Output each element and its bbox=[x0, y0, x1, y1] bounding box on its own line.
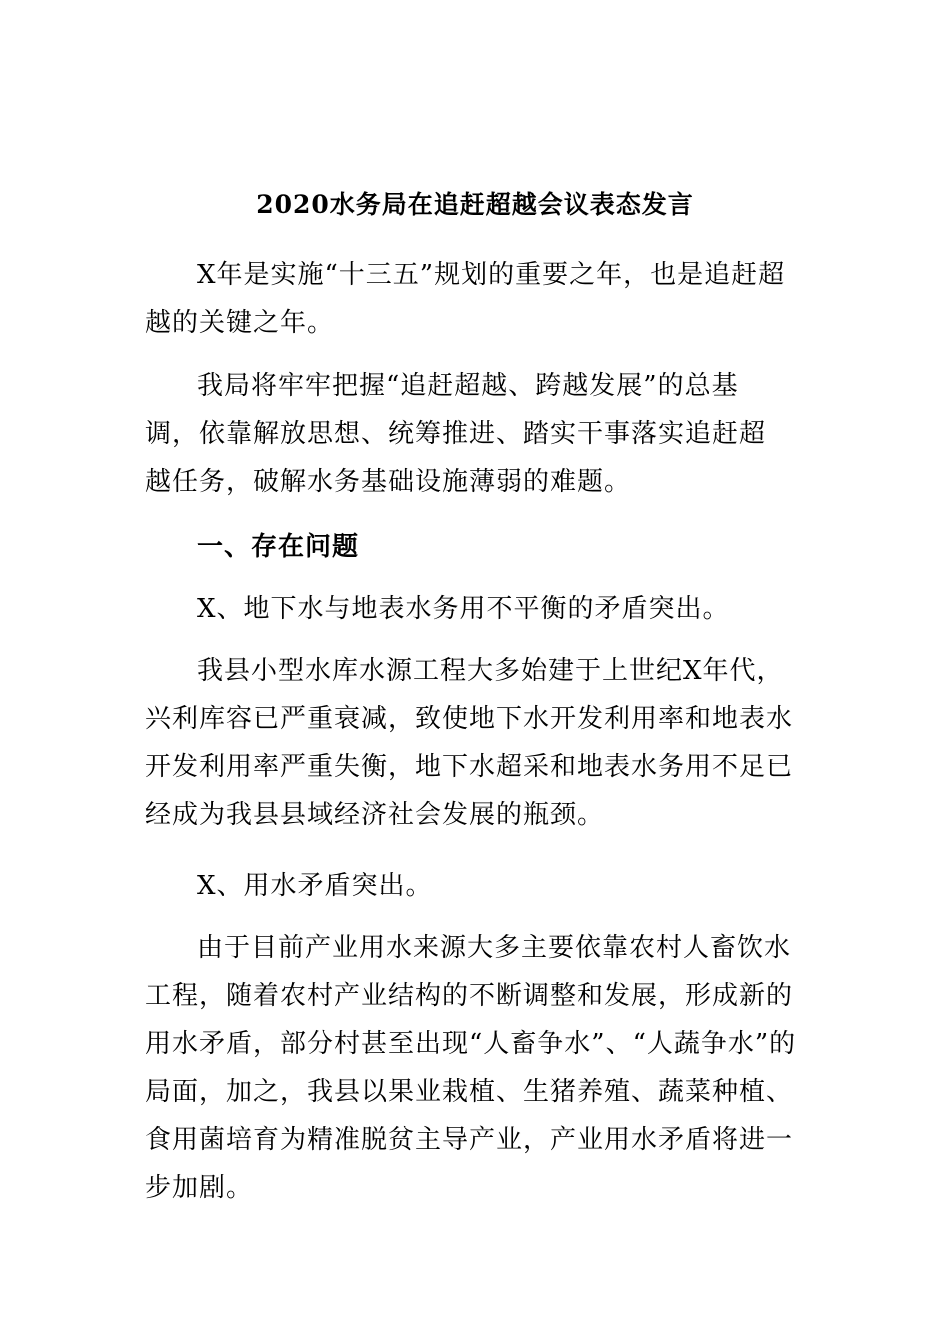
paragraph-item-2-title: X、用水矛盾突出。 bbox=[197, 871, 433, 901]
document-title: 2020水务局在追赶超越会议表态发言 bbox=[256, 189, 694, 219]
paragraph-tone: 我局将牢牢把握“追赶超越、跨越发展”的总基调，依靠解放思想、统筹推进、踏实干事落实追赶超越任务，破解水务基础设施薄弱的难题。 bbox=[145, 371, 767, 497]
paragraph-item-1-title: X、地下水与地表水务用不平衡的矛盾突出。 bbox=[197, 594, 730, 624]
section-heading-problems: 一、存在问题 bbox=[197, 532, 360, 562]
paragraph-intro: X年是实施“十三五”规划的重要之年，也是追赶超越的关键之年。 bbox=[145, 260, 786, 338]
paragraph-item-2-body: 由于目前产业用水来源大多主要依靠农村人畜饮水工程，随着农村产业结构的不断调整和发展，形成新的用水矛盾，部分村甚至出现“人畜争水”、“人蔬争水”的局面，加之，我县以果业栽植、生猪养殖、蔬菜种植、食用菌培育为精准脱贫主导产业，产业用水矛盾将进一步加剧。 bbox=[145, 933, 797, 1203]
paragraph-item-1-body: 我县小型水库水源工程大多始建于上世纪X年代，兴利库容已严重衰减，致使地下水开发利用率和地表水开发利用率严重失衡，地下水超采和地表水务用不足已经成为我县县域经济社会发展的瓶颈。 bbox=[145, 656, 794, 830]
